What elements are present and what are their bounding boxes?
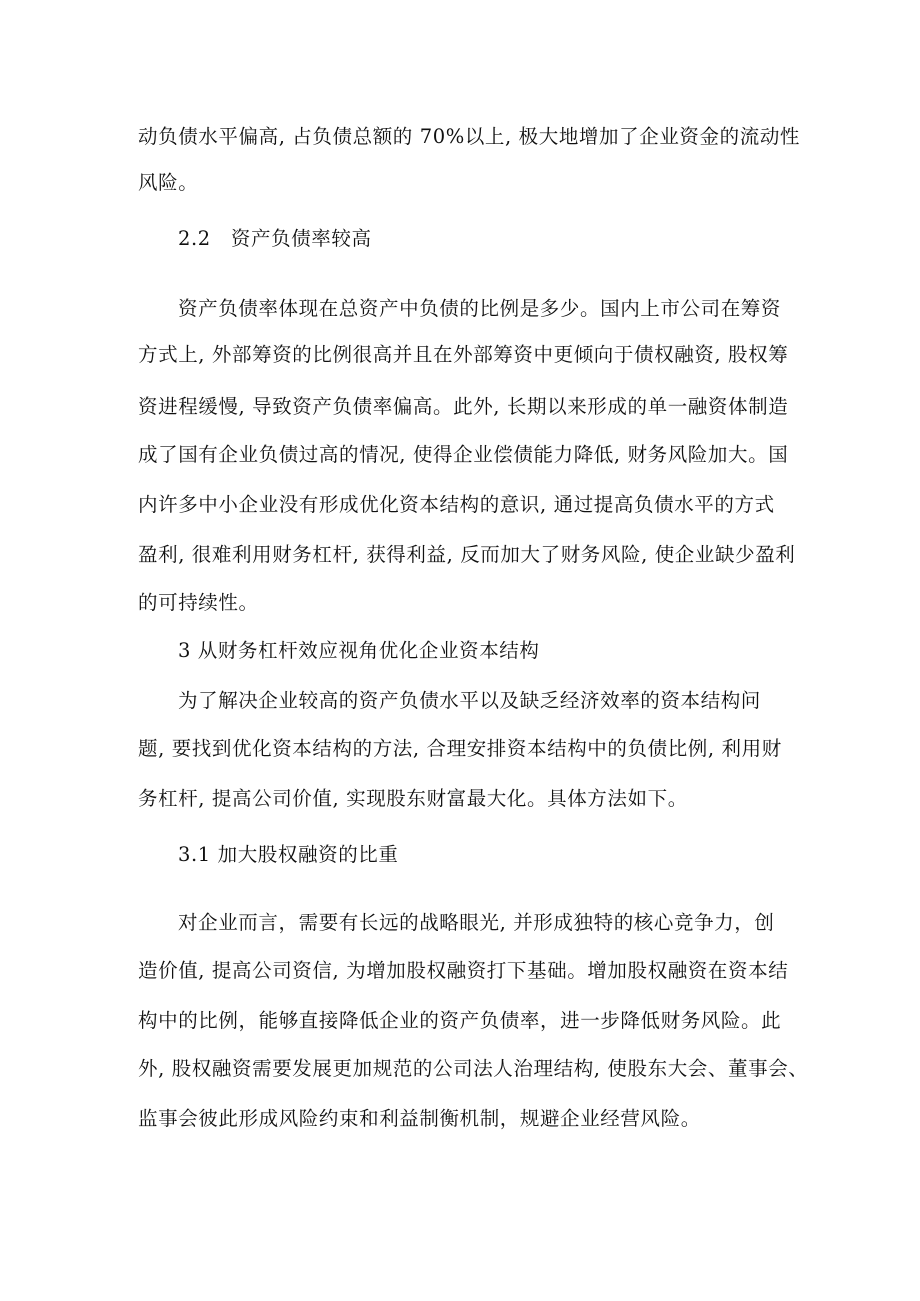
paragraph-line: 盈利, 很难利用财务杠杆, 获得利益, 反而加大了财务风险, 使企业缺少盈利 xyxy=(138,543,796,566)
paragraph-line: 对企业而言，需要有长远的战略眼光, 并形成独特的核心竞争力，创 xyxy=(178,911,775,934)
paragraph-line: 构中的比例，能够直接降低企业的资产负债率，进一步降低财务风险。此 xyxy=(138,1009,782,1032)
section-heading-3: 3 从财务杠杆效应视角优化企业资本结构 xyxy=(178,639,540,662)
paragraph-line: 成了国有企业负债过高的情况, 使得企业偿债能力降低, 财务风险加大。国 xyxy=(138,443,789,466)
paragraph-line: 资进程缓慢, 导致资产负债率偏高。此外, 长期以来形成的单一融资体制造 xyxy=(138,395,789,418)
section-heading-3-1: 3.1 加大股权融资的比重 xyxy=(178,843,399,866)
section-heading-2-2: 2.2 资产负债率较高 xyxy=(178,227,372,250)
paragraph-line: 方式上, 外部筹资的比例很高并且在外部筹资中更倾向于债权融资, 股权筹 xyxy=(138,343,789,366)
paragraph-line: 资产负债率体现在总资产中负债的比例是多少。国内上市公司在筹资 xyxy=(178,297,782,320)
paragraph-line: 的可持续性。 xyxy=(138,591,259,614)
paragraph-line: 内许多中小企业没有形成优化资本结构的意识, 通过提高负债水平的方式 xyxy=(138,493,775,516)
paragraph-line: 监事会彼此形成风险约束和利益制衡机制，规避企业经营风险。 xyxy=(138,1107,701,1130)
paragraph-line: 造价值, 提高公司资信, 为增加股权融资打下基础。增加股权融资在资本结 xyxy=(138,959,789,982)
paragraph-line: 风险。 xyxy=(138,171,199,194)
paragraph-line: 动负债水平偏高, 占负债总额的 70%以上, 极大地增加了企业资金的流动性 xyxy=(138,125,801,148)
paragraph-line: 务杠杆, 提高公司价值, 实现股东财富最大化。具体方法如下。 xyxy=(138,787,688,810)
paragraph-line: 外, 股权融资需要发展更加规范的公司法人治理结构, 使股东大会、董事会、 xyxy=(138,1057,809,1080)
paragraph-line: 为了解决企业较高的资产负债水平以及缺乏经济效率的资本结构问 xyxy=(178,689,761,712)
paragraph-line: 题, 要找到优化资本结构的方法, 合理安排资本结构中的负债比例, 利用财 xyxy=(138,737,782,760)
